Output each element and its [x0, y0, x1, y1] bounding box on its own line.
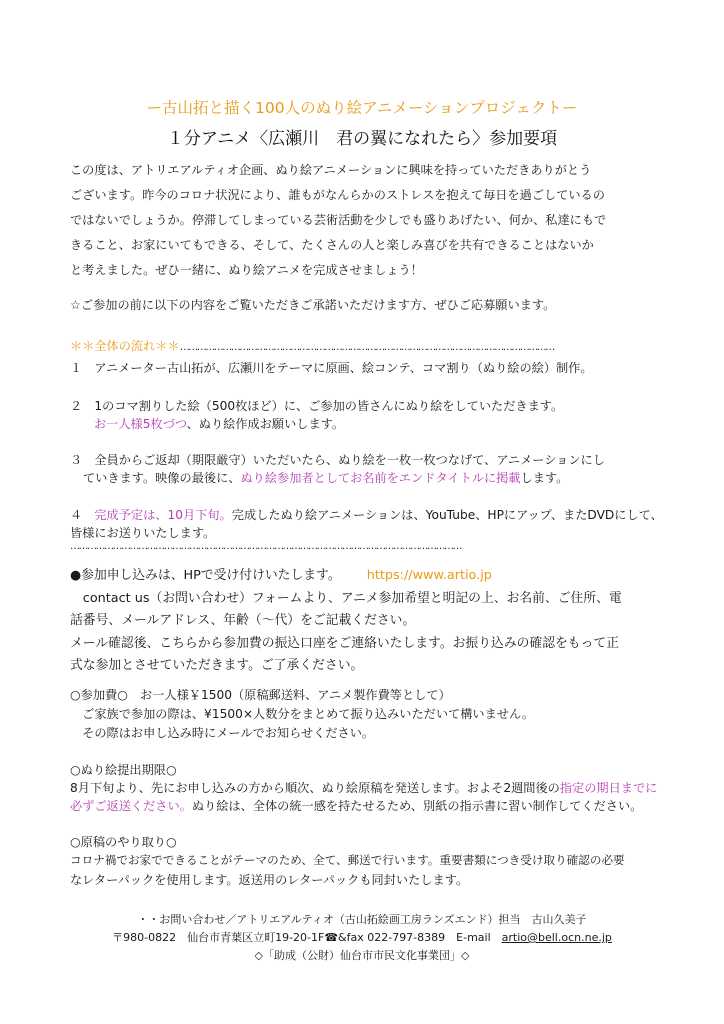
- body-text: ぬり絵は、全体の統一感を持たせるため、別紙の指示書に習い制作してください。: [191, 799, 643, 813]
- deadline-heading: ○ぬり絵提出期限○: [70, 763, 177, 777]
- body-text: 、ぬり絵作成お願いします。: [186, 417, 345, 431]
- exchange-heading: ○原稿のやり取り○: [70, 835, 177, 849]
- deadline-line: [70, 800, 642, 812]
- flow-heading: ＊＊全体の流れ＊＊: [70, 340, 180, 353]
- highlight-text: 指定の期日までに: [559, 781, 658, 795]
- notice-text: ☆ご参加の前に以下の内容をご覧いただきご承諾いただけます方、ぜひご応募願います。: [70, 298, 556, 312]
- flow-step-3: ３ 全員からご返却（期限厳守）いただいたら、ぬり絵を一枚一枚つなげて、アニメーションにし: [70, 453, 605, 467]
- intro-line: この度は、アトリエアルティオ企画、ぬり絵アニメーションに興味を持っていただきありがとう: [70, 163, 592, 177]
- flow-heading-row: [70, 340, 660, 353]
- body-text: 8月下旬より、先にお申し込みの方から順次、ぬり絵原稿を発送します。およそ2週間後の: [70, 781, 560, 795]
- apply-text: ●参加申し込みは、HPで受け付けいたします。: [70, 568, 341, 583]
- intro-line: きること、お家にいてもできる、そして、たくさんの人と楽しみ喜びを共有できることはないか: [70, 238, 594, 252]
- fee-line: ご家族で参加の際は、¥1500×人数分をまとめて振り込みいただいて構いません。: [70, 707, 535, 721]
- deadline-line: [70, 782, 657, 794]
- step-number: ４: [70, 508, 95, 522]
- flow-step-2: ２ 1のコマ割りした絵（500枚ほど）に、ご参加の皆さんにぬり絵をしていただきます。: [70, 399, 564, 413]
- intro-line: と考えました。ぜひ一緒に、ぬり絵アニメを完成させましょう！: [70, 263, 423, 277]
- flow-step-1: １ アニメーター古山拓が、広瀬川をテーマに原画、絵コンテ、コマ割り（ぬり絵の絵）制作。: [70, 361, 593, 375]
- body-text: ていきます。映像の最後に、: [83, 471, 241, 485]
- footer-address: [0, 929, 724, 945]
- highlight-text: お一人様5枚づつ: [94, 417, 187, 431]
- footer-contact: ・・お問い合わせ／アトリエアルティオ（古山拓絵画工房ランズエンド）担当 古山久美子: [137, 913, 587, 926]
- dotted-divider: …………………………………………………………………………………………………………………………: [70, 542, 461, 552]
- flow-step-4-cont: 皆様にお送りいたします。: [70, 526, 216, 540]
- apply-line: 式な参加とさせていただきます。ご了承ください。: [70, 658, 364, 673]
- fee-line: その際はお申し込み時にメールでお知らせください。: [70, 726, 375, 740]
- fee-line: ○参加費○ お一人様￥1500（原稿郵送料、アニメ製作費等として）: [70, 688, 451, 702]
- highlight-text: 完成予定は、10月下旬。: [94, 508, 232, 522]
- body-text: します。: [520, 471, 569, 485]
- footer-address-text: 〒980-0822 仙台市青葉区立町19-20-1F☎&fax 022-797-8389 E-mail: [112, 931, 502, 944]
- flow-step-3-cont: [83, 472, 568, 484]
- body-text: 完成したぬり絵アニメーションは、YouTube、HPにアップ、またDVDにして、: [231, 508, 663, 522]
- highlight-text: ぬり絵参加者としてお名前をエンドタイトルに掲載: [240, 471, 521, 485]
- flow-step-4: [70, 509, 663, 521]
- website-link[interactable]: https://www.artio.jp: [366, 568, 492, 583]
- page-subtitle: １分アニメ〈広瀬川 君の翼になれたら〉参加要項: [166, 129, 558, 149]
- exchange-line: コロナ禍でお家でできることがテーマのため、全て、郵送で行います。重要書類につき受け取り確認の必要: [70, 853, 625, 867]
- intro-line: ございます。昨今のコロナ状況により、誰もがなんらかのストレスを抱えて毎日を過ごしているの: [70, 188, 605, 202]
- intro-line: ではないでしょうか。停滞してしまっている芸術活動を少しでも盛りあげたい、何か、私達にもで: [70, 213, 607, 227]
- apply-line: contact us（お問い合わせ）フォームより、アニメ参加希望と明記の上、お名前、ご住所、電: [70, 591, 622, 606]
- email-link[interactable]: artio@bell.ocn.ne.jp: [501, 931, 612, 944]
- apply-line: メール確認後、こちらから参加費の振込口座をご連絡いたします。お振り込みの確認をもって正: [70, 636, 619, 651]
- apply-line: 話番号、メールアドレス、年齢（〜代）をご記載ください。: [70, 613, 416, 628]
- apply-line: [70, 564, 492, 583]
- flow-step-2-note: [94, 418, 344, 430]
- page-title: ー古山拓と描く100人のぬり絵アニメーションプロジェクトー: [146, 99, 578, 117]
- highlight-text: 必ずご返送ください。: [70, 799, 192, 813]
- exchange-line: なレターパックを使用します。返送用のレターパックも同封いたします。: [70, 873, 469, 887]
- footer-grant: ◇「助成（公財）仙台市市民文化事業団」◇: [254, 949, 470, 962]
- dotted-divider: ……………………………………………………………………………………………………………………: [179, 342, 554, 353]
